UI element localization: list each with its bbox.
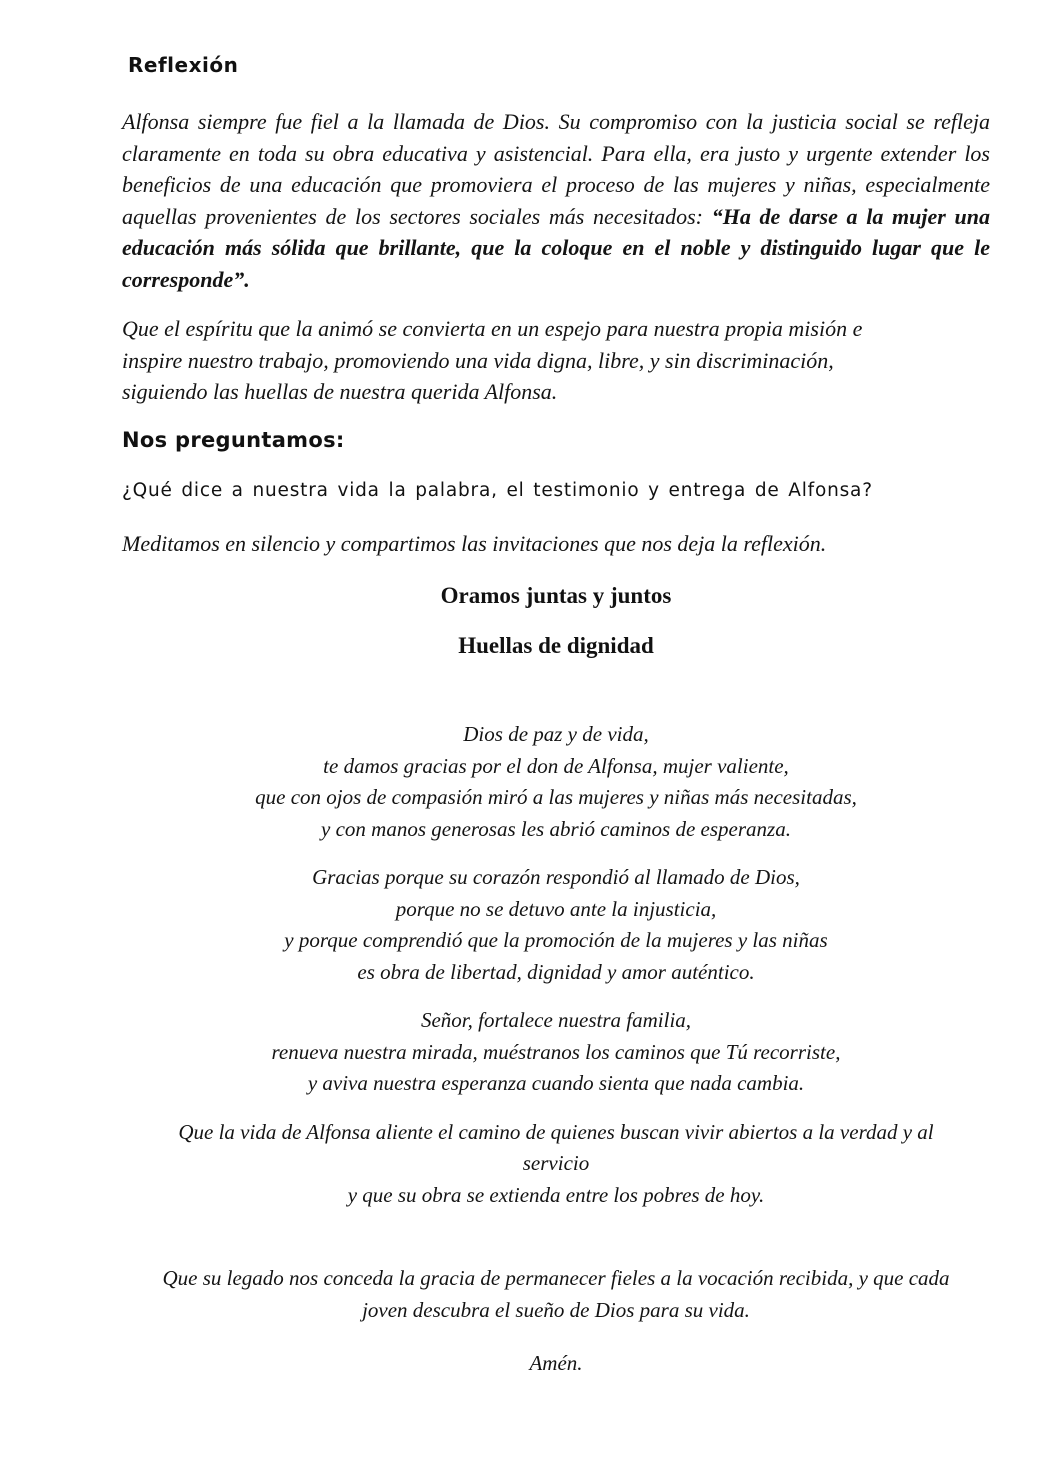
prayer-line: que con ojos de compasión miró a las mujeres y niñas más necesitadas,: [255, 785, 857, 809]
prayer-line: renueva nuestra mirada, muéstranos los caminos que Tú recorriste,: [271, 1039, 841, 1064]
prayer-line: Gracias porque su corazón respondió al llamado de Dios,: [312, 865, 800, 889]
paragraph-line: inspire nuestro trabajo, promoviendo una vida digna, libre, y sin discriminación,: [122, 347, 834, 373]
reflection-question: ¿Qué dice a nuestra vida la palabra, el testimonio y entrega de Alfonsa?: [122, 479, 873, 501]
paragraph-line: Que el espíritu que la animó se convierta en un espejo para nuestra propia misión e: [122, 316, 863, 341]
prayer-line: es obra de libertad, dignidad y amor auténtico.: [357, 959, 755, 984]
prayer-stanza: [122, 1005, 990, 1100]
intro-paragraph: [122, 106, 990, 295]
prayer-heading: Oramos juntas y juntos: [440, 583, 672, 608]
prayer-subheading: Huellas de dignidad: [458, 633, 654, 658]
prayer-line: Que su legado nos conceda la gracia de permanecer fieles a la vocación recibida, y que cada: [162, 1266, 950, 1290]
spirit-paragraph: [122, 313, 990, 408]
prayer-line: y que su obra se extienda entre los pobres de hoy.: [347, 1182, 765, 1207]
prayer-line: y aviva nuestra esperanza cuando sienta que nada cambia.: [307, 1071, 805, 1095]
prayer-stanza: [122, 719, 990, 845]
section-heading-nos-preguntamos: Nos preguntamos:: [122, 427, 345, 452]
prayer-line: Señor, fortalece nuestra familia,: [420, 1008, 692, 1032]
prayer-line: Dios de paz y de vida,: [463, 722, 649, 746]
prayer-stanza: [122, 1117, 990, 1212]
section-heading-reflexion: Reflexión: [128, 53, 239, 77]
prayer-line: y con manos generosas les abrió caminos de esperanza.: [321, 816, 791, 841]
prayer-stanza: [122, 862, 990, 988]
intro-paragraph-text: Alfonsa siempre fue fiel a la llamada de Dios. Su compromiso con la justicia social se refleja claramente en toda su obra educativa y asistencial. Para ella, era justo y urgente extender los beneficios de una educación que promoviera el proceso de las mujeres y niñas, especialmente aquellas provenientes de los sectores sociales más necesitados:: [122, 109, 990, 229]
prayer-line: porque no se detuvo ante la injusticia,: [395, 896, 717, 921]
intro-paragraph-quote: “Ha de darse a la mujer una educación más sólida que brillante, que la coloque en el noble y distinguido lugar que le corresponde”.: [122, 203, 990, 292]
prayer-line: Que la vida de Alfonsa aliente el camino de quienes buscan vivir abiertos a la verdad y al: [178, 1119, 934, 1144]
meditation-note: Meditamos en silencio y compartimos las invitaciones que nos deja la reflexión.: [122, 530, 827, 556]
prayer-stanza: [122, 1263, 990, 1326]
prayer-line: joven descubra el sueño de Dios para su vida.: [362, 1297, 750, 1322]
prayer-line: te damos gracias por el don de Alfonsa, mujer valiente,: [323, 753, 789, 778]
paragraph-line: siguiendo las huellas de nuestra querida Alfonsa.: [122, 379, 558, 404]
prayer-line: servicio: [522, 1151, 590, 1175]
amen-line: Amén.: [529, 1351, 583, 1375]
prayer-line: y porque comprendió que la promoción de la mujeres y las niñas: [284, 928, 828, 952]
